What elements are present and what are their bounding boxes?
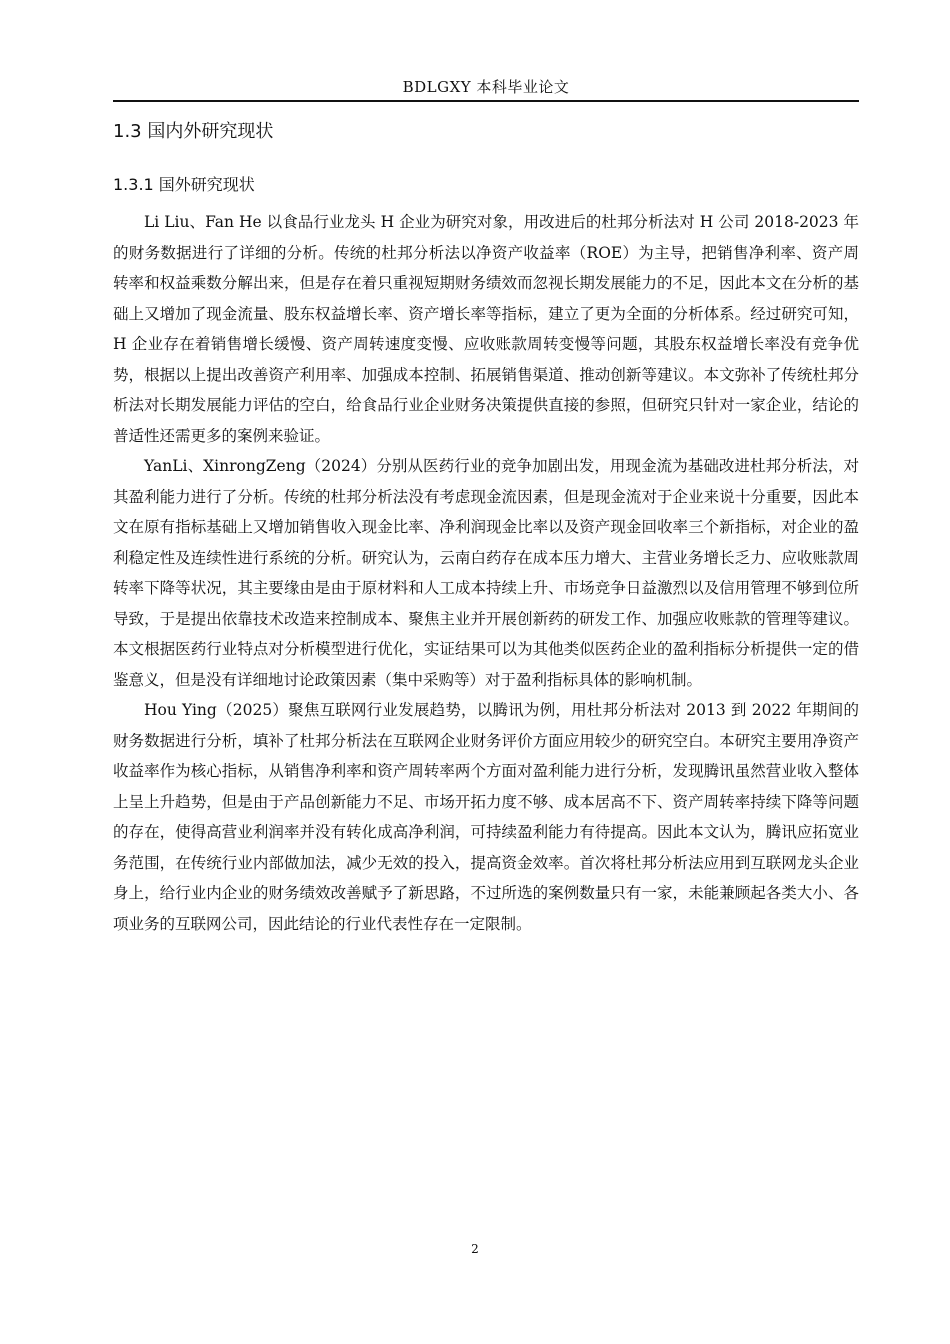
- paragraph: YanLi、XinrongZeng（2024）分别从医药行业的竞争加剧出发，用现金流为基础改进杜邦分析法，对其盈利能力进行了分析。传统的杜邦分析法没有考虑现金流因素，但是现金流对于企业来说十分重要，因此本文在原有指标基础上又增加销售收入现金比率、净利润现金比率以及资产现金回收率三个新指标，对企业的盈利稳定性及连续性进行系统的分析。研究认为，云南白药存在成本压力增大、主营业务增长乏力、应收账款周转率下降等状况，其主要缘由是由于原材料和人工成本持续上升、市场竞争日益激烈以及信用管理不够到位所导致，于是提出依靠技术改造来控制成本、聚焦主业并开展创新药的研发工作、加强应收账款的管理等建议。本文根据医药行业特点对分析模型进行优化，实证结果可以为其他类似医药企业的盈利指标分析提供一定的借鉴意义，但是没有详细地讨论政策因素（集中采购等）对于盈利指标具体的影响机制。: [113, 457, 859, 689]
- paragraph: Hou Ying（2025）聚焦互联网行业发展趋势，以腾讯为例，用杜邦分析法对 2013 到 2022 年期间的财务数据进行分析，填补了杜邦分析法在互联网企业财务评价方面应用较少的研究空白。本研究主要用净资产收益率作为核心指标，从销售净利率和资产周转率两个方面对盈利能力进行分析，发现腾讯虽然营业收入整体上呈上升趋势，但是由于产品创新能力不足、市场开拓力度不够、成本居高不下、资产周转率持续下降等问题的存在，使得高营业利润率并没有转化成高净利润，可持续盈利能力有待提高。因此本文认为，腾讯应拓宽业务范围，在传统行业内部做加法，减少无效的投入，提高资金效率。首次将杜邦分析法应用到互联网龙头企业身上，给行业内企业的财务绩效改善赋予了新思路，不过所选的案例数量只有一家，未能兼顾起各类大小、各项业务的互联网公司，因此结论的行业代表性存在一定限制。: [113, 701, 859, 933]
- body-text: [113, 207, 859, 939]
- header-rule: [113, 100, 859, 102]
- section-heading: 1.3 国内外研究现状: [113, 121, 274, 142]
- subsection-heading: 1.3.1 国外研究现状: [113, 175, 255, 194]
- paragraph: Li Liu、Fan He 以食品行业龙头 H 企业为研究对象，用改进后的杜邦分析法对 H 公司 2018-2023 年的财务数据进行了详细的分析。传统的杜邦分析法以净资产收益率（ROE）为主导，把销售净利率、资产周转率和权益乘数分解出来，但是存在着只重视短期财务绩效而忽视长期发展能力的不足，因此本文在分析的基础上又增加了现金流量、股东权益增长率、资产增长率等指标，建立了更为全面的分析体系。经过研究可知，H 企业存在着销售增长缓慢、资产周转速度变慢、应收账款周转变慢等问题，其股东权益增长率没有竞争优势，根据以上提出改善资产利用率、加强成本控制、拓展销售渠道、推动创新等建议。本文弥补了传统杜邦分析法对长期发展能力评估的空白，给食品行业企业财务决策提供直接的参照，但研究只针对一家企业，结论的普适性还需更多的案例来验证。: [113, 213, 859, 445]
- running-header: BDLGXY 本科毕业论文: [402, 78, 570, 96]
- page-number: 2: [471, 1242, 479, 1256]
